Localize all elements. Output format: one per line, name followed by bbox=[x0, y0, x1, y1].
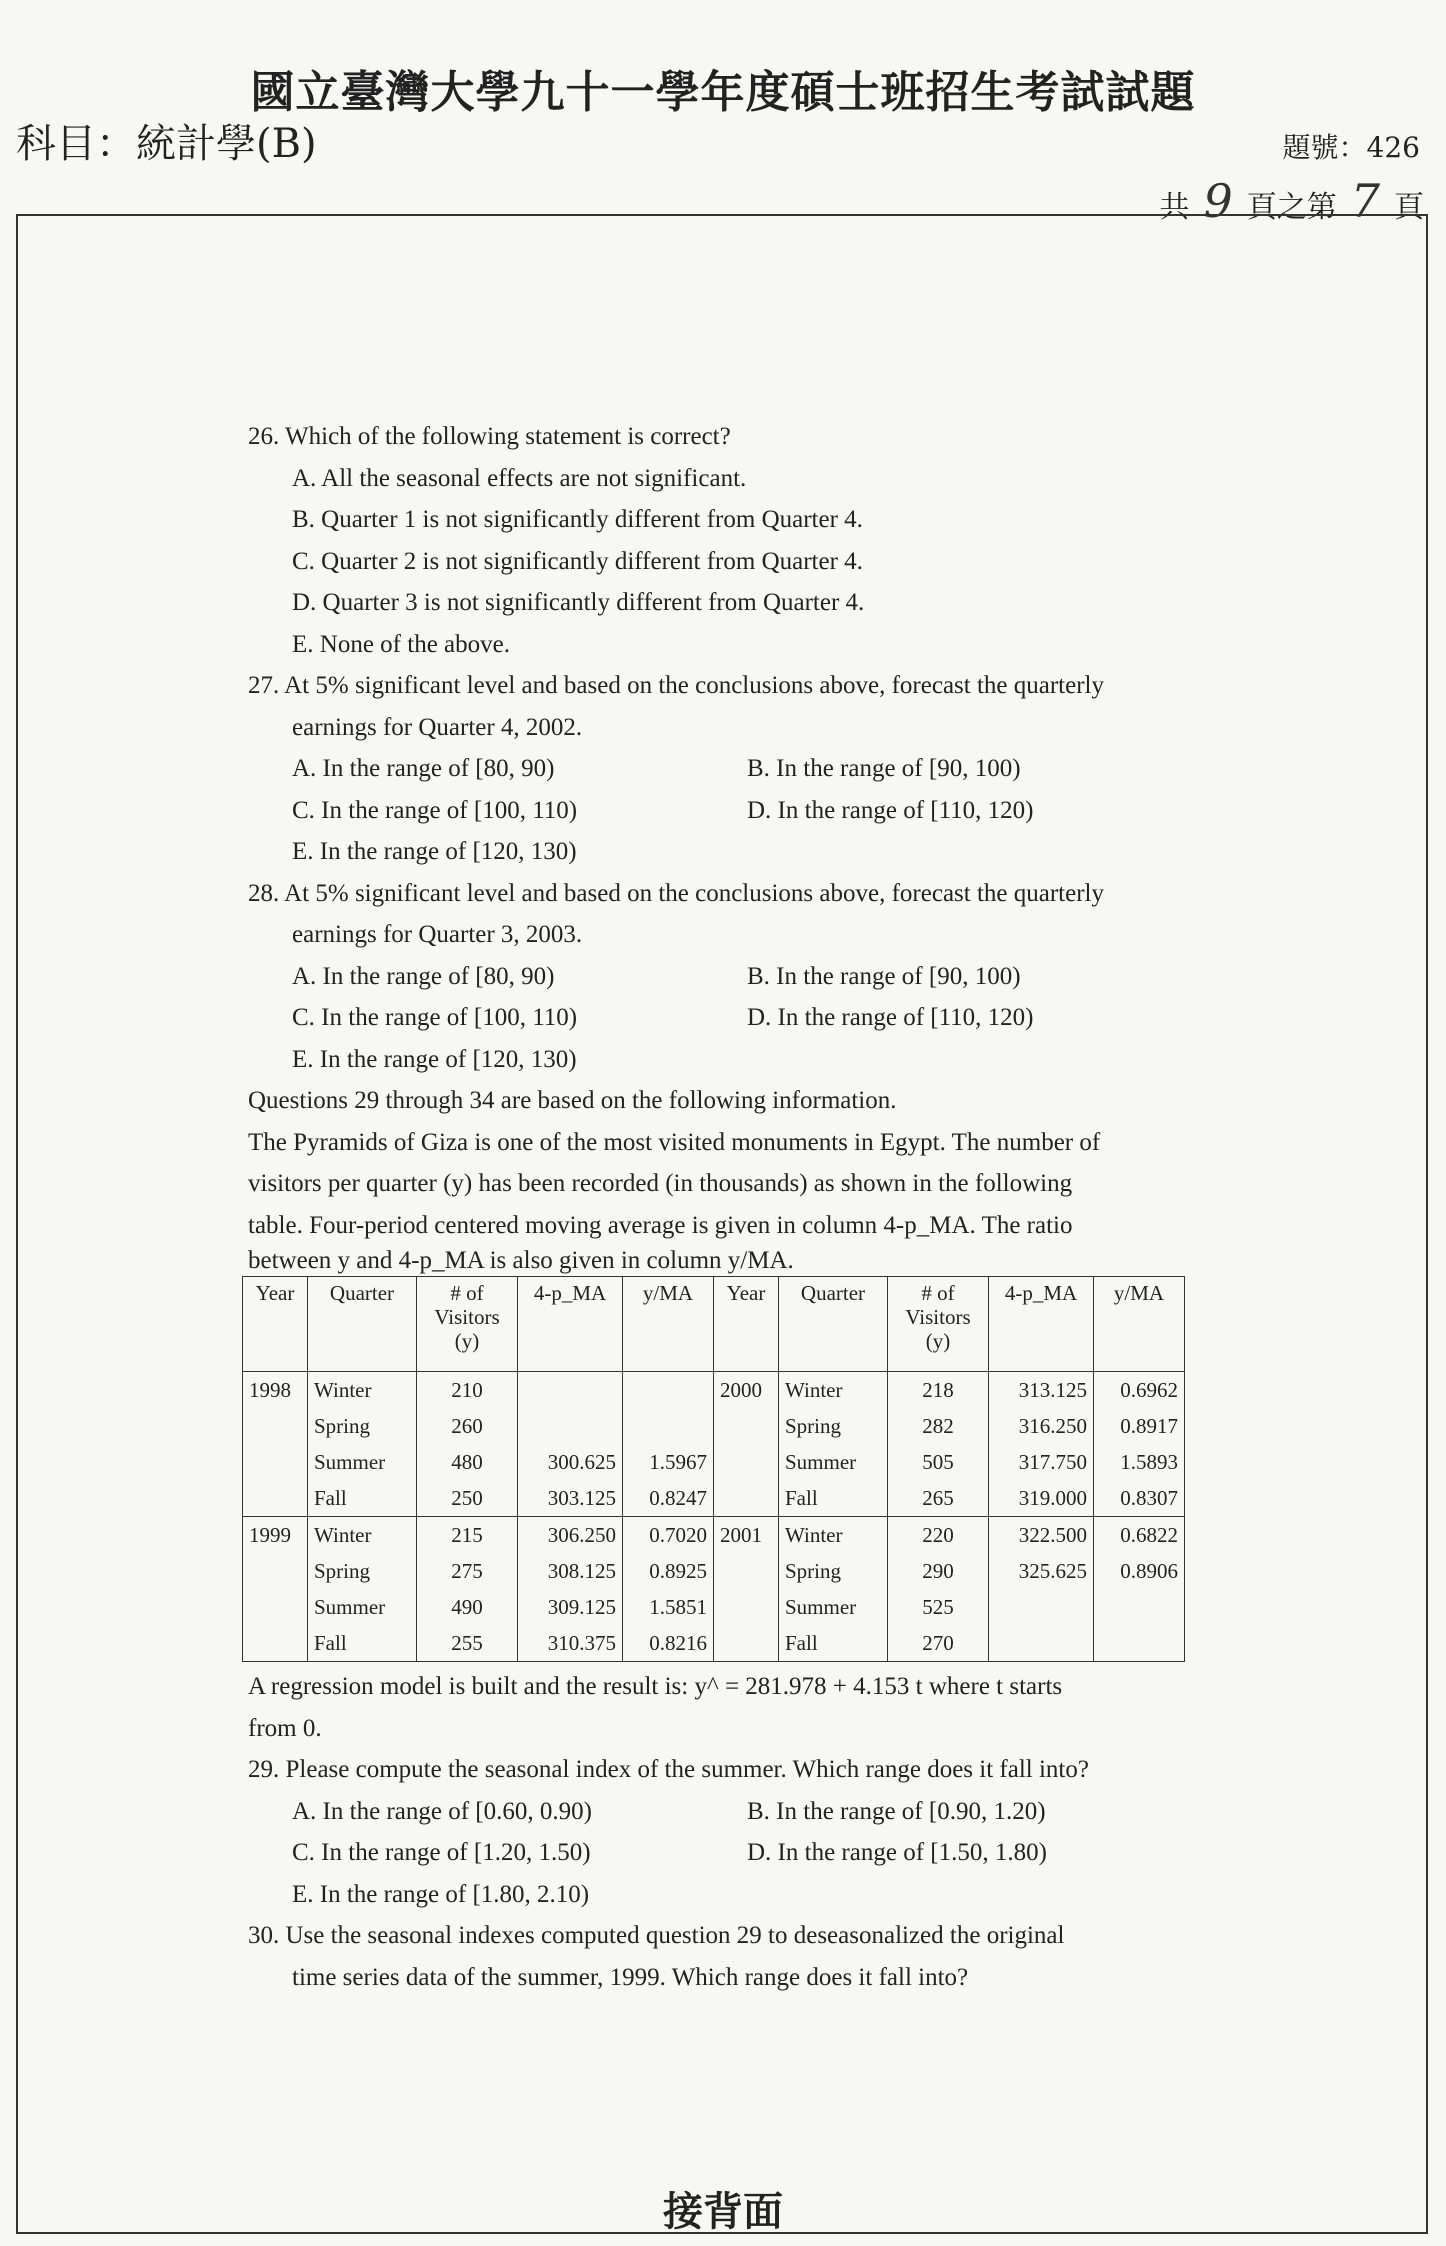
q28-option-b: B. In the range of [90, 100) bbox=[747, 962, 1021, 990]
intro-line-1: Questions 29 through 34 are based on the following information. bbox=[248, 1087, 897, 1114]
table-cell: Fall bbox=[779, 1625, 888, 1662]
table-cell: 316.250 bbox=[989, 1408, 1094, 1444]
table-cell bbox=[243, 1553, 308, 1589]
table-cell: 0.7020 bbox=[623, 1517, 714, 1554]
table-row bbox=[243, 1444, 1185, 1480]
table-cell: 0.6962 bbox=[1094, 1372, 1185, 1409]
intro-line-2: The Pyramids of Giza is one of the most visited monuments in Egypt. The number of bbox=[248, 1128, 1101, 1156]
table-cell: 1999 bbox=[243, 1517, 308, 1554]
question-code: 題號：426 bbox=[1282, 131, 1420, 164]
table-cell bbox=[243, 1480, 308, 1517]
turn-over-note: 接背面 bbox=[663, 2188, 783, 2235]
table-row bbox=[243, 1372, 1185, 1409]
table-cell: 317.750 bbox=[989, 1444, 1094, 1480]
table-cell bbox=[243, 1444, 308, 1480]
table-cell: 270 bbox=[888, 1625, 989, 1662]
q29-option-e: E. In the range of [1.80, 2.10) bbox=[292, 1880, 590, 1908]
table-cell: 260 bbox=[417, 1408, 518, 1444]
table-cell: Fall bbox=[779, 1480, 888, 1517]
intro-line-5: between y and 4-p_MA is also given in column y/MA. bbox=[248, 1247, 794, 1274]
q29-option-c: C. In the range of [1.20, 1.50) bbox=[292, 1839, 591, 1866]
col-header-quarter-2: Quarter bbox=[779, 1277, 888, 1372]
col-header-4p-ma-2: 4-p_MA bbox=[989, 1277, 1094, 1372]
table-cell: 215 bbox=[417, 1517, 518, 1554]
table-cell bbox=[714, 1480, 779, 1517]
table-cell bbox=[714, 1444, 779, 1480]
table-cell: 218 bbox=[888, 1372, 989, 1409]
table-row bbox=[243, 1589, 1185, 1625]
intro-line-3: visitors per quarter (y) has been recorded (in thousands) as shown in the following bbox=[248, 1170, 1073, 1197]
table-cell bbox=[1094, 1589, 1185, 1625]
table-cell: Fall bbox=[308, 1480, 417, 1517]
regression-line-1: A regression model is built and the result is: y^ = 281.978 + 4.153 t where t starts bbox=[248, 1673, 1063, 1700]
question-29-stem: 29. Please compute the seasonal index of the summer. Which range does it fall into? bbox=[248, 1756, 1089, 1783]
table-cell: 309.125 bbox=[518, 1589, 623, 1625]
q27-option-b: B. In the range of [90, 100) bbox=[747, 755, 1021, 782]
table-cell bbox=[518, 1408, 623, 1444]
table-cell: 0.8307 bbox=[1094, 1480, 1185, 1517]
q26-option-d: D. Quarter 3 is not significantly different from Quarter 4. bbox=[292, 589, 865, 616]
table-cell: Spring bbox=[779, 1408, 888, 1444]
table-cell: Summer bbox=[779, 1589, 888, 1625]
table-cell: 0.8247 bbox=[623, 1480, 714, 1517]
table-cell: Summer bbox=[308, 1444, 417, 1480]
table-cell: 300.625 bbox=[518, 1444, 623, 1480]
col-header-year-2: Year bbox=[714, 1277, 779, 1372]
q28-option-d: D. In the range of [110, 120) bbox=[747, 1004, 1034, 1031]
exam-content bbox=[248, 416, 1248, 1998]
q28-option-c: C. In the range of [100, 110) bbox=[292, 1004, 578, 1031]
table-cell: 480 bbox=[417, 1444, 518, 1480]
table-cell: 319.000 bbox=[989, 1480, 1094, 1517]
q27-option-c: C. In the range of [100, 110) bbox=[292, 796, 578, 824]
q27-option-e: E. In the range of [120, 130) bbox=[292, 838, 577, 865]
table-cell: 308.125 bbox=[518, 1553, 623, 1589]
table-cell: 250 bbox=[417, 1480, 518, 1517]
table-row bbox=[243, 1517, 1185, 1554]
table-cell bbox=[243, 1408, 308, 1444]
col-header-quarter: Quarter bbox=[308, 1277, 417, 1372]
intro-line-4: table. Four-period centered moving average is given in column 4-p_MA. The ratio bbox=[248, 1211, 1073, 1239]
question-27-stem: 27. At 5% significant level and based on the conclusions above, forecast the quarterly bbox=[248, 672, 1104, 699]
regression-line-2: from 0. bbox=[248, 1714, 322, 1742]
table-cell: 322.500 bbox=[989, 1517, 1094, 1554]
table-cell: Winter bbox=[779, 1517, 888, 1554]
table-cell: 290 bbox=[888, 1553, 989, 1589]
table-cell: Spring bbox=[779, 1553, 888, 1589]
table-cell: Spring bbox=[308, 1553, 417, 1589]
table-cell: 525 bbox=[888, 1589, 989, 1625]
table-cell: 1.5893 bbox=[1094, 1444, 1185, 1480]
table-cell: 1998 bbox=[243, 1372, 308, 1409]
table-cell: 1.5967 bbox=[623, 1444, 714, 1480]
table-cell: 325.625 bbox=[989, 1553, 1094, 1589]
col-header-year: Year bbox=[243, 1277, 308, 1372]
table-cell: 0.8216 bbox=[623, 1625, 714, 1662]
pages-mid: 頁之第 bbox=[1246, 190, 1337, 225]
table-cell bbox=[714, 1625, 779, 1662]
table-cell bbox=[518, 1372, 623, 1409]
table-cell: Winter bbox=[308, 1372, 417, 1409]
table-cell: 303.125 bbox=[518, 1480, 623, 1517]
table-row bbox=[243, 1408, 1185, 1444]
question-27-stem-cont: earnings for Quarter 4, 2002. bbox=[292, 713, 583, 741]
table-cell: 0.8925 bbox=[623, 1553, 714, 1589]
table-cell: 306.250 bbox=[518, 1517, 623, 1554]
table-cell: 310.375 bbox=[518, 1625, 623, 1662]
question-28-stem-cont: earnings for Quarter 3, 2003. bbox=[292, 921, 583, 948]
table-cell bbox=[714, 1408, 779, 1444]
table-cell: 220 bbox=[888, 1517, 989, 1554]
question-30-stem-cont: time series data of the summer, 1999. Which range does it fall into? bbox=[292, 1963, 969, 1991]
table-row bbox=[243, 1625, 1185, 1662]
pages-total: 9 bbox=[1203, 174, 1233, 228]
table-cell: 2001 bbox=[714, 1517, 779, 1554]
visitors-table bbox=[242, 1276, 1185, 1662]
table-cell: 313.125 bbox=[989, 1372, 1094, 1409]
table-cell bbox=[989, 1589, 1094, 1625]
col-header-4p-ma: 4-p_MA bbox=[518, 1277, 623, 1372]
table-cell: 505 bbox=[888, 1444, 989, 1480]
exam-title: 國立臺灣大學九十一學年度碩士班招生考試試題 bbox=[250, 67, 1196, 118]
table-cell bbox=[623, 1372, 714, 1409]
table-cell: 282 bbox=[888, 1408, 989, 1444]
table-cell: Spring bbox=[308, 1408, 417, 1444]
table-cell bbox=[243, 1589, 308, 1625]
table-cell: 255 bbox=[417, 1625, 518, 1662]
q26-option-a: A. All the seasonal effects are not significant. bbox=[292, 464, 747, 492]
table-cell: 210 bbox=[417, 1372, 518, 1409]
pages-suffix: 頁 bbox=[1394, 190, 1424, 225]
q29-option-a: A. In the range of [0.60, 0.90) bbox=[292, 1797, 592, 1825]
col-header-y-ma: y/MA bbox=[623, 1277, 714, 1372]
pages-current: 7 bbox=[1350, 174, 1380, 228]
col-header-visitors-2: # of Visitors (y) bbox=[888, 1277, 989, 1372]
table-cell: 265 bbox=[888, 1480, 989, 1517]
table-cell bbox=[714, 1553, 779, 1589]
table-cell: Fall bbox=[308, 1625, 417, 1662]
table-cell: 0.8906 bbox=[1094, 1553, 1185, 1589]
q26-option-e: E. None of the above. bbox=[292, 630, 510, 658]
subject-label: 科目：統計學(B) bbox=[16, 121, 317, 167]
table-cell: 0.8917 bbox=[1094, 1408, 1185, 1444]
table-row bbox=[243, 1553, 1185, 1589]
table-cell bbox=[623, 1408, 714, 1444]
table-cell bbox=[243, 1625, 308, 1662]
pages-prefix: 共 bbox=[1159, 190, 1190, 225]
q29-option-b: B. In the range of [0.90, 1.20) bbox=[747, 1797, 1046, 1825]
q29-option-d: D. In the range of [1.50, 1.80) bbox=[747, 1839, 1047, 1866]
table-cell: 0.6822 bbox=[1094, 1517, 1185, 1554]
question-28-stem: 28. At 5% significant level and based on the conclusions above, forecast the quarterly bbox=[248, 879, 1104, 907]
table-cell: 490 bbox=[417, 1589, 518, 1625]
table-cell bbox=[989, 1625, 1094, 1662]
q26-option-c: C. Quarter 2 is not significantly different from Quarter 4. bbox=[292, 547, 863, 575]
table-row bbox=[243, 1480, 1185, 1517]
table-cell: 275 bbox=[417, 1553, 518, 1589]
table-cell: 1.5851 bbox=[623, 1589, 714, 1625]
col-header-visitors: # of Visitors (y) bbox=[417, 1277, 518, 1372]
q27-option-d: D. In the range of [110, 120) bbox=[747, 796, 1034, 824]
table-cell: Winter bbox=[779, 1372, 888, 1409]
table-cell bbox=[1094, 1625, 1185, 1662]
q26-option-b: B. Quarter 1 is not significantly different from Quarter 4. bbox=[292, 506, 863, 533]
table-cell: Winter bbox=[308, 1517, 417, 1554]
table-cell bbox=[714, 1589, 779, 1625]
table-cell: 2000 bbox=[714, 1372, 779, 1409]
table-cell: Summer bbox=[779, 1444, 888, 1480]
question-26-stem: 26. Which of the following statement is correct? bbox=[248, 423, 731, 450]
table-cell: Summer bbox=[308, 1589, 417, 1625]
question-30-stem: 30. Use the seasonal indexes computed question 29 to deseasonalized the original bbox=[248, 1922, 1065, 1949]
col-header-y-ma-2: y/MA bbox=[1094, 1277, 1185, 1372]
q28-option-e: E. In the range of [120, 130) bbox=[292, 1045, 577, 1073]
q28-option-a: A. In the range of [80, 90) bbox=[292, 962, 555, 990]
q27-option-a: A. In the range of [80, 90) bbox=[292, 755, 555, 782]
